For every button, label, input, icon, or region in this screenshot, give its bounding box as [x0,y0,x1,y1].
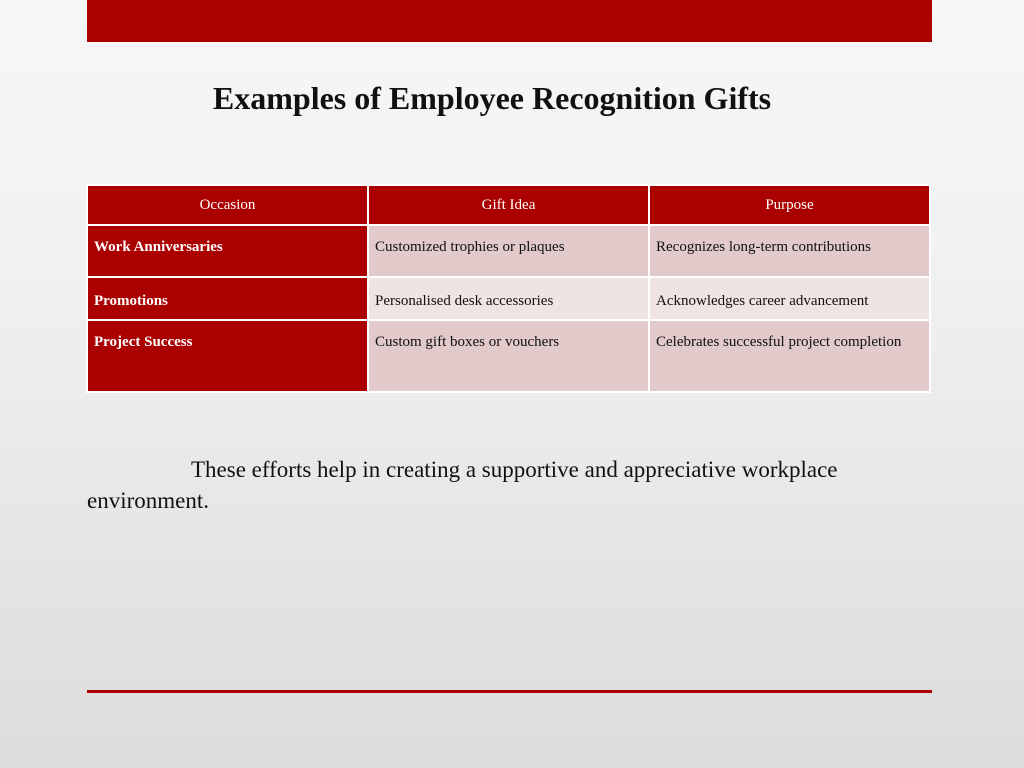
table-row [87,277,930,320]
purpose-cell: Recognizes long-term contributions [649,225,930,277]
occasion-cell: Promotions [87,277,368,320]
bottom-accent-line [87,690,932,693]
slide-title: Examples of Employee Recognition Gifts [212,80,772,116]
summary-paragraph: These efforts help in creating a supportive and appreciative workplace environment. [87,457,838,513]
table-row [87,320,930,392]
top-accent-bar [87,0,932,42]
occasion-cell: Project Success [87,320,368,392]
gifts-table [86,184,931,393]
table-row [87,225,930,277]
gifts-table-container [86,184,931,393]
header-gift-idea: Gift Idea [368,185,649,225]
purpose-cell: Celebrates successful project completion [649,320,930,392]
header-purpose: Purpose [649,185,930,225]
table-header-row [87,185,930,225]
gift-idea-cell: Customized trophies or plaques [368,225,649,277]
gift-idea-cell: Personalised desk accessories [368,277,649,320]
gift-idea-cell: Custom gift boxes or vouchers [368,320,649,392]
header-occasion: Occasion [87,185,368,225]
occasion-cell: Work Anniversaries [87,225,368,277]
purpose-cell: Acknowledges career advancement [649,277,930,320]
